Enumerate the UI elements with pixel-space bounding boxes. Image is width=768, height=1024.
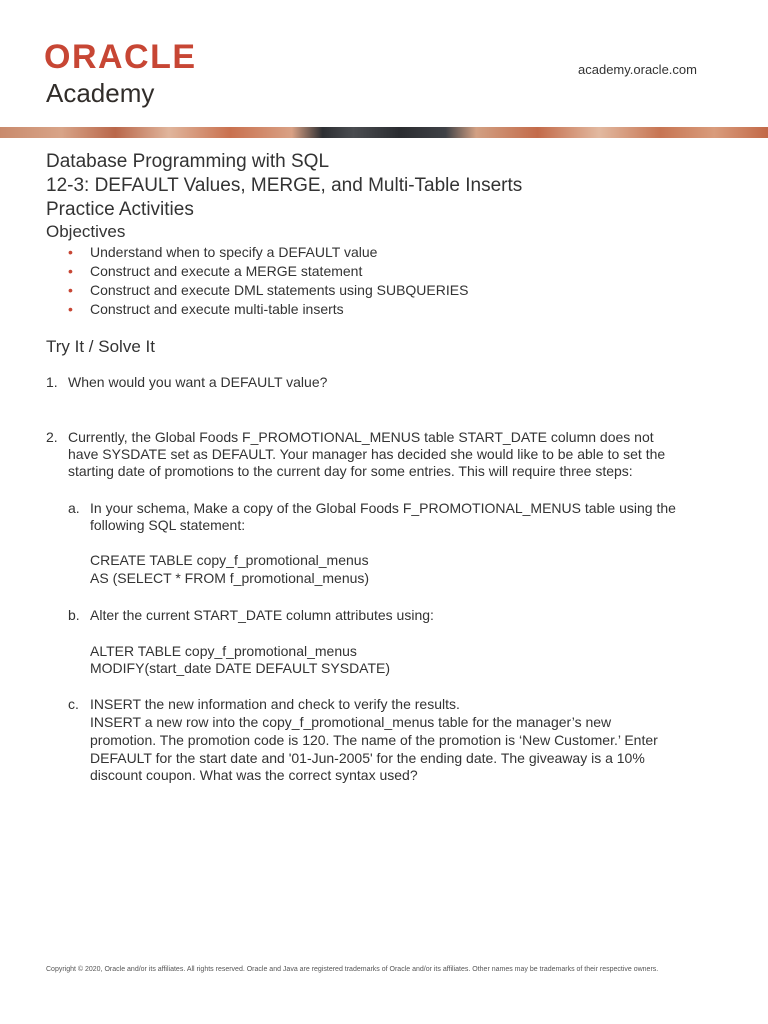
question-1-text: When would you want a DEFAULT value? [68, 374, 328, 390]
question-2-line-2: have SYSDATE set as DEFAULT. Your manager has decided she would like to be able to set the [68, 446, 666, 462]
step-a-code-2: AS (SELECT * FROM f_promotional_menus) [90, 570, 370, 586]
step-b-line-1: Alter the current START_DATE column attributes using: [90, 607, 434, 623]
question-1-number: 1. [46, 374, 58, 390]
step-b-code-1: ALTER TABLE copy_f_promotional_menus [90, 643, 357, 659]
step-c-line-4: DEFAULT for the start date and '01-Jun-2005' for the ending date. The giveaway is a 10% [90, 750, 645, 766]
academy-logo-text: Academy [46, 78, 155, 108]
oracle-logo: ORACLE [44, 38, 197, 76]
bullet-icon: • [68, 301, 73, 317]
try-it-heading: Try It / Solve It [46, 337, 155, 356]
list-item: • Understand when to specify a DEFAULT value [68, 244, 378, 260]
bullet-icon: • [68, 263, 73, 279]
lesson-title: 12-3: DEFAULT Values, MERGE, and Multi-Table Inserts [46, 175, 523, 196]
decorative-banner [0, 127, 768, 138]
site-url: academy.oracle.com [578, 62, 697, 77]
step-a-code-1: CREATE TABLE copy_f_promotional_menus [90, 552, 369, 568]
list-item: • Construct and execute DML statements using SUBQUERIES [68, 282, 469, 298]
step-a-line-1: In your schema, Make a copy of the Global Foods F_PROMOTIONAL_MENUS table using the [90, 500, 676, 516]
step-a-line-2: following SQL statement: [90, 517, 246, 533]
step-c-line-3: promotion. The promotion code is 120. The name of the promotion is ‘New Customer.’ Enter [90, 732, 658, 748]
question-2-line-1: Currently, the Global Foods F_PROMOTIONAL_MENUS table START_DATE column does not [68, 429, 654, 445]
list-item: • Construct and execute a MERGE statement [68, 263, 363, 279]
list-item: • Construct and execute multi-table inserts [68, 301, 344, 317]
copyright-footer: Copyright © 2020, Oracle and/or its affiliates. All rights reserved. Oracle and Java are registered trademarks of Oracle and/or its affiliates. Other names may be trademarks of their respective owners. [46, 966, 659, 973]
step-c-label: c. [68, 696, 79, 712]
question-2-line-3: starting date of promotions to the current day for some entries. This will require three steps: [68, 463, 633, 479]
question-2-number: 2. [46, 429, 58, 445]
step-c-line-1: INSERT the new information and check to verify the results. [90, 696, 460, 712]
step-c-line-5: discount coupon. What was the correct syntax used? [90, 767, 418, 783]
page-header [0, 0, 768, 140]
objectives-list [66, 243, 468, 319]
objectives-heading: Objectives [46, 222, 126, 241]
step-b-label: b. [68, 607, 80, 623]
step-c-line-2: INSERT a new row into the copy_f_promotional_menus table for the manager’s new [90, 714, 612, 730]
section-title: Practice Activities [46, 199, 194, 220]
bullet-icon: • [68, 244, 73, 260]
step-a-label: a. [68, 500, 80, 516]
bullet-icon: • [68, 282, 73, 298]
step-b-code-2: MODIFY(start_date DATE DEFAULT SYSDATE) [90, 660, 391, 676]
course-title: Database Programming with SQL [46, 151, 330, 172]
